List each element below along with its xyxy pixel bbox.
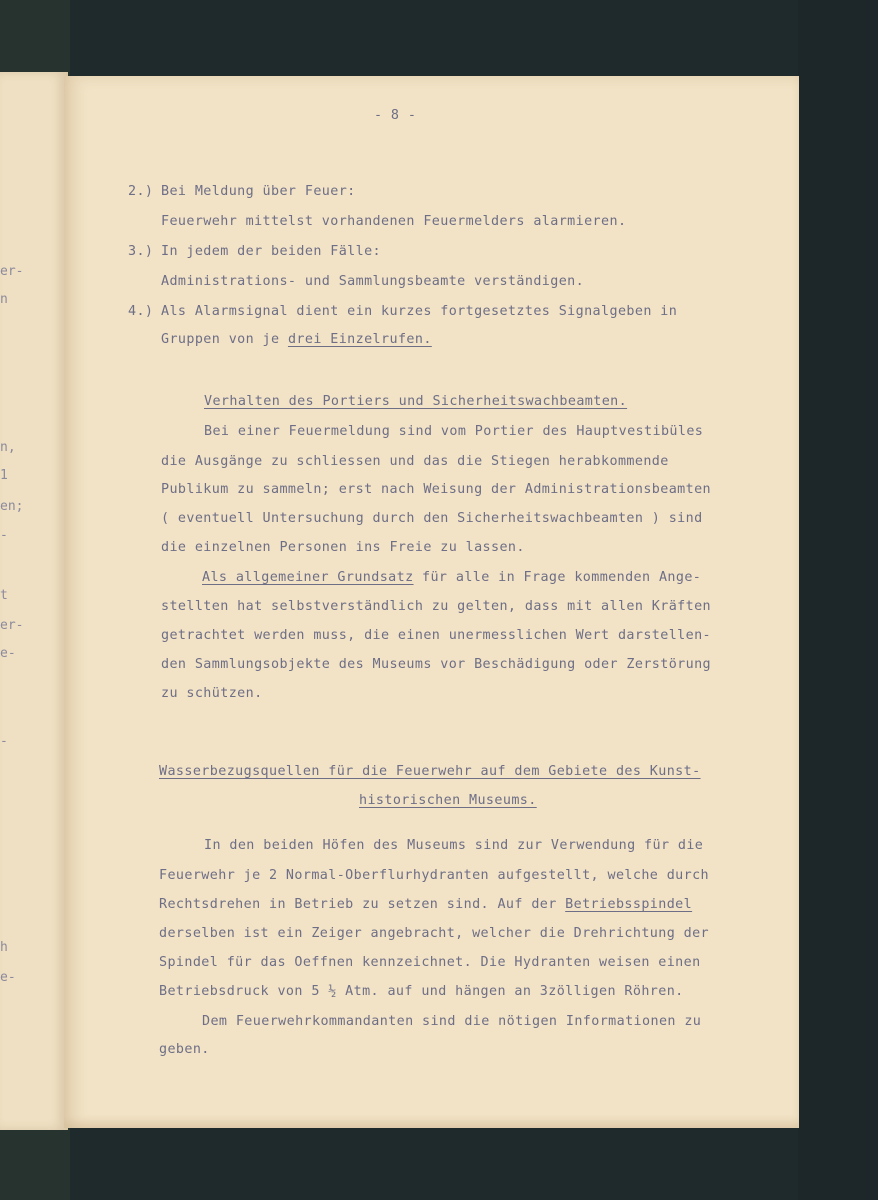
left-page-fragment: e- bbox=[0, 646, 16, 661]
left-page-fragment: n, bbox=[0, 440, 16, 455]
paragraph-line: derselben ist ein Zeiger angebracht, welcher die Drehrichtung der bbox=[159, 926, 710, 941]
paragraph-line: den Sammlungsobjekte des Museums vor Beschädigung oder Zerstörung bbox=[161, 657, 712, 672]
item-line: Bei Meldung über Feuer: bbox=[161, 184, 356, 199]
section-heading: Wasserbezugsquellen für die Feuerwehr auf dem Gebiete des Kunst- bbox=[159, 764, 701, 779]
paragraph-line: die Ausgänge zu schliessen und das die Stiegen herabkommende bbox=[161, 454, 669, 469]
item-line: Administrations- und Sammlungsbeamte verständigen. bbox=[161, 274, 585, 289]
document-page bbox=[64, 76, 799, 1128]
underlined-phrase: drei Einzelrufen. bbox=[287, 332, 432, 347]
paragraph-line: geben. bbox=[159, 1042, 210, 1057]
item-number: 4.) bbox=[128, 304, 154, 319]
item-number: 3.) bbox=[128, 244, 154, 259]
previous-page-edge bbox=[0, 72, 68, 1130]
paragraph-line: die einzelnen Personen ins Freie zu lassen. bbox=[161, 540, 525, 555]
section-heading: Verhalten des Portiers und Sicherheitswachbeamten. bbox=[204, 394, 628, 409]
underlined-phrase: Als allgemeiner Grundsatz bbox=[202, 570, 414, 585]
item-line: Gruppen von je drei Einzelrufen. bbox=[161, 332, 432, 347]
paragraph-line: stellten hat selbstverständlich zu gelten, dass mit allen Kräften bbox=[161, 599, 712, 614]
item-number: 2.) bbox=[128, 184, 154, 199]
paragraph-line: In den beiden Höfen des Museums sind zur Verwendung für die bbox=[204, 838, 704, 853]
left-page-fragment: er- bbox=[0, 618, 24, 633]
item-line: Als Alarmsignal dient ein kurzes fortgesetztes Signalgeben in bbox=[161, 304, 678, 319]
left-page-fragment: en; bbox=[0, 499, 24, 514]
paragraph-line: Dem Feuerwehrkommandanten sind die nötigen Informationen zu bbox=[202, 1014, 702, 1029]
paragraph-line: Betriebsdruck von 5 ½ Atm. auf und hängen an 3zölligen Röhren. bbox=[159, 984, 684, 999]
left-page-fragment: er- bbox=[0, 264, 24, 279]
left-page-fragment: 1 bbox=[0, 468, 8, 483]
paragraph-line: Rechtsdrehen in Betrieb zu setzen sind. Auf der Betriebsspindel bbox=[159, 897, 693, 912]
underlined-phrase: Betriebsspindel bbox=[565, 897, 693, 912]
paragraph-line: Feuerwehr je 2 Normal-Oberflurhydranten aufgestellt, welche durch bbox=[159, 868, 710, 883]
paragraph-line: Publikum zu sammeln; erst nach Weisung der Administrationsbeamten bbox=[161, 482, 712, 497]
paragraph-line: Bei einer Feuermeldung sind vom Portier des Hauptvestibüles bbox=[204, 424, 704, 439]
item-line: In jedem der beiden Fälle: bbox=[161, 244, 382, 259]
paragraph-line: getrachtet werden muss, die einen unermesslichen Wert darstellen- bbox=[161, 628, 712, 643]
item-line: Feuerwehr mittelst vorhandenen Feuermelders alarmieren. bbox=[161, 214, 627, 229]
paragraph-line: Als allgemeiner Grundsatz für alle in Frage kommenden Ange- bbox=[202, 570, 702, 585]
left-page-fragment: n bbox=[0, 292, 8, 307]
paragraph-line: zu schützen. bbox=[161, 686, 263, 701]
section-heading: historischen Museums. bbox=[359, 793, 537, 808]
left-page-fragment: h bbox=[0, 940, 8, 955]
left-page-fragment: t bbox=[0, 588, 8, 603]
paragraph-line: Spindel für das Oeffnen kennzeichnet. Die Hydranten weisen einen bbox=[159, 955, 701, 970]
table-background-right bbox=[798, 0, 878, 1200]
paragraph-line: ( eventuell Untersuchung durch den Sicherheitswachbeamten ) sind bbox=[161, 511, 703, 526]
left-page-fragment: e- bbox=[0, 970, 16, 985]
page-number: - 8 - bbox=[374, 108, 417, 123]
left-page-fragment: - bbox=[0, 528, 8, 543]
left-page-fragment: - bbox=[0, 734, 8, 749]
